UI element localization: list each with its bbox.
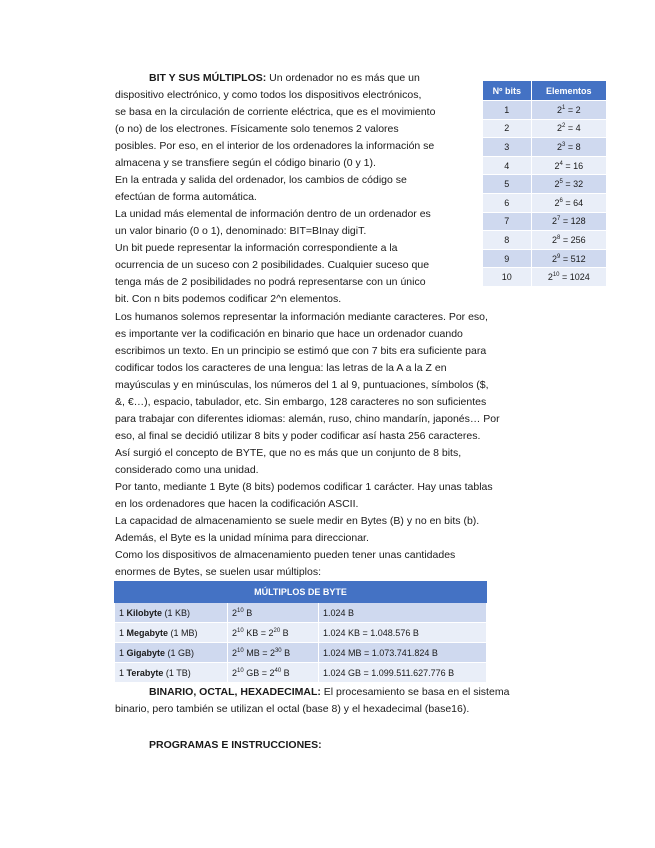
power-rest: GB = 2: [243, 667, 275, 678]
binario-section: [115, 684, 545, 718]
table-row: [483, 193, 607, 212]
bits-n: 6: [483, 193, 532, 212]
value: = 64: [562, 197, 584, 208]
body-line: La capacidad de almacenamiento se suele medir en Bytes (B) y no en bits (b).: [115, 515, 480, 527]
value-cell: 1.024 MB = 1.073.741.824 B: [319, 643, 487, 663]
table-row: [483, 212, 607, 231]
bits-header-n: Nº bits: [483, 81, 532, 101]
unit-num: 1: [119, 607, 127, 618]
bits-elements: [531, 156, 606, 175]
binario-line: binario, pero también se utilizan el octal (base 8) y el hexadecimal (base16).: [115, 703, 470, 715]
value: = 512: [560, 253, 586, 264]
body-line: eso, al final se decidió utilizar 8 bits y poder codificar así hasta 256 caracteres.: [115, 430, 481, 442]
value: = 4: [565, 123, 581, 134]
byte-multiples-table: [114, 581, 487, 683]
table-row: [115, 643, 487, 663]
body-line: codificar todos los caracteres de una lengua: las letras de la A a la Z en: [115, 362, 447, 374]
base: 2: [554, 197, 560, 208]
unit-name: Megabyte: [126, 627, 169, 638]
exponent: 3: [562, 141, 566, 148]
power-base: 2: [232, 647, 238, 658]
programas-heading: PROGRAMAS E INSTRUCCIONES:: [149, 739, 322, 751]
body-line: Así surgió el concepto de BYTE, que no es más que un conjunto de 8 bits,: [115, 447, 462, 459]
base: 2: [551, 234, 557, 245]
power-exp: 10: [237, 627, 244, 634]
body-line: considerado como una unidad.: [115, 464, 259, 476]
intro-line: tenga más de 2 posibilidades no podrá representarse con un único: [115, 276, 426, 288]
bits-elements: [531, 101, 606, 120]
intro-line: dispositivo electrónico, y como todos los dispositivos electrónicos,: [115, 89, 422, 101]
value: = 128: [560, 216, 586, 227]
power-base: 2: [232, 667, 238, 678]
table-row: [483, 249, 607, 268]
value-cell: 1.024 GB = 1.099.511.627.776 B: [319, 663, 487, 683]
body-line: Como los dispositivos de almacenamiento pueden tener unas cantidades: [115, 549, 456, 561]
body-line: enormes de Bytes, se suelen usar múltiplos:: [115, 566, 322, 578]
bits-n: 8: [483, 231, 532, 250]
exponent: 2: [562, 123, 566, 130]
body-section: [115, 309, 545, 581]
intro-line: un valor binario (0 o 1), denominado: BIT=BInay digiT.: [115, 225, 367, 237]
unit-cell: [115, 643, 228, 663]
power-rest: MB = 2: [243, 647, 275, 658]
exponent: 10: [552, 272, 560, 279]
base: 2: [554, 179, 560, 190]
exponent: 8: [557, 234, 561, 241]
body-line: Además, el Byte es la unidad mínima para direccionar.: [115, 532, 369, 544]
bits-header-elements: Elementos: [531, 81, 606, 101]
unit-cell: [115, 663, 228, 683]
bits-elements: [531, 212, 606, 231]
table-row: [483, 156, 607, 175]
intro-line: ocurrencia de un suceso con 2 posibilidades. Cualquier suceso que: [115, 259, 430, 271]
bits-n: 2: [483, 119, 532, 138]
table-row: [483, 268, 607, 287]
exponent: 9: [557, 253, 561, 260]
intro-line: La unidad más elemental de información dentro de un ordenador es: [115, 208, 431, 220]
intro-line: efectúan de forma automática.: [115, 191, 257, 203]
base: 2: [556, 141, 562, 152]
exponent: 1: [562, 104, 566, 111]
unit-num: 1: [119, 627, 127, 638]
unit-name: Kilobyte: [126, 607, 163, 618]
bits-elements: [531, 249, 606, 268]
unit-cell: [115, 623, 228, 643]
unit-abbr: (1 KB): [162, 607, 191, 618]
power-exp: 40: [274, 667, 282, 674]
intro-first-line-text: Un ordenador no es más que un: [266, 72, 420, 84]
bit-heading: BIT Y SUS MÚLTIPLOS:: [149, 72, 267, 84]
base: 2: [551, 253, 557, 264]
exponent: 4: [559, 160, 563, 167]
table-row: [115, 603, 487, 623]
power-rest: KB = 2: [243, 627, 274, 638]
body-line: Los humanos solemos representar la información mediante caracteres. Por eso,: [115, 311, 488, 323]
value: = 8: [565, 141, 581, 152]
body-line: escribimos un texto. En un principio se estimó que con 7 bits era suficiente para: [115, 345, 487, 357]
body-line: es importante ver la codificación en binario que hace un ordenador cuando: [115, 328, 463, 340]
power-exp: 10: [237, 647, 244, 654]
unit-cell: [115, 603, 228, 623]
unit-abbr: (1 MB): [168, 627, 198, 638]
bits-n: 1: [483, 101, 532, 120]
body-line: &, €…), espacio, tabulador, etc. Sin embargo, 128 caracteres no son suficientes: [115, 396, 487, 408]
power-cell: [228, 623, 319, 643]
bits-elements: [531, 268, 606, 287]
base: 2: [554, 160, 560, 171]
base: 2: [556, 104, 562, 115]
bits-n: 10: [483, 268, 532, 287]
power-rest: B: [243, 607, 253, 618]
intro-line: (o no) de los electrones. Físicamente solo tenemos 2 valores: [115, 123, 399, 135]
base: 2: [551, 216, 557, 227]
value: = 16: [562, 160, 584, 171]
intro-line: posibles. Por eso, en el interior de los ordenadores la información se: [115, 140, 435, 152]
bits-n: 7: [483, 212, 532, 231]
bytes-table-header: [115, 582, 487, 603]
table-row: [483, 175, 607, 194]
exponent: 5: [559, 179, 563, 186]
power-base: 2: [232, 607, 238, 618]
value: = 1024: [559, 272, 590, 283]
unit-num: 1: [119, 667, 127, 678]
bytes-table-title: MÚLTIPLOS DE BYTE: [115, 582, 487, 603]
value-cell: 1.024 KB = 1.048.576 B: [319, 623, 487, 643]
power-rest: B: [281, 667, 290, 678]
bits-elements: [531, 193, 606, 212]
power-base: 2: [232, 627, 238, 638]
body-line: para trabajar con diferentes idiomas: alemán, ruso, chino mandarín, japonés… Por: [115, 413, 500, 425]
unit-abbr: (1 GB): [165, 647, 195, 658]
bits-elements: [531, 119, 606, 138]
body-line: mayúsculas y en minúsculas, los números del 1 al 9, puntuaciones, símbolos ($,: [115, 379, 489, 391]
value: = 2: [565, 104, 581, 115]
value: = 256: [560, 234, 586, 245]
intro-line: almacena y se transfiere según el código binario (0 y 1).: [115, 157, 376, 169]
bits-n: 3: [483, 138, 532, 157]
bits-elements: [531, 138, 606, 157]
unit-name: Gigabyte: [126, 647, 166, 658]
power-cell: [228, 643, 319, 663]
power-exp: 30: [274, 647, 282, 654]
exponent: 7: [557, 216, 561, 223]
power-exp: 10: [237, 667, 244, 674]
base: 2: [547, 272, 553, 283]
binario-first-line: [115, 684, 545, 701]
power-exp: 10: [237, 607, 244, 614]
intro-section: [115, 70, 477, 308]
bits-table: [482, 80, 607, 287]
value-cell: 1.024 B: [319, 603, 487, 623]
table-row: [483, 119, 607, 138]
power-cell: [228, 663, 319, 683]
power-cell: [228, 603, 319, 623]
intro-line: Un bit puede representar la información correspondiente a la: [115, 242, 398, 254]
value: = 32: [562, 179, 584, 190]
table-row: [483, 101, 607, 120]
body-line: Por tanto, mediante 1 Byte (8 bits) podemos codificar 1 carácter. Hay unas tablas: [115, 481, 493, 493]
bits-n: 5: [483, 175, 532, 194]
exponent: 6: [559, 197, 563, 204]
bits-n: 4: [483, 156, 532, 175]
unit-name: Terabyte: [126, 667, 164, 678]
intro-line: bit. Con n bits podemos codificar 2^n elementos.: [115, 293, 342, 305]
table-row: [115, 623, 487, 643]
table-row: [483, 231, 607, 250]
body-line: en los ordenadores que hacen la codificación ASCII.: [115, 498, 359, 510]
unit-abbr: (1 TB): [163, 667, 191, 678]
unit-num: 1: [119, 647, 127, 658]
intro-line: En la entrada y salida del ordenador, los cambios de código se: [115, 174, 407, 186]
table-row: [115, 663, 487, 683]
power-exp: 20: [273, 627, 281, 634]
bits-elements: [531, 175, 606, 194]
power-rest: B: [281, 647, 291, 658]
table-row: [483, 138, 607, 157]
bits-table-header: [483, 81, 607, 101]
binario-heading: BINARIO, OCTAL, HEXADECIMAL:: [149, 686, 321, 698]
base: 2: [556, 123, 562, 134]
intro-line: se basa en la circulación de corriente eléctrica, que es el movimiento: [115, 106, 436, 118]
bits-n: 9: [483, 249, 532, 268]
bits-elements: [531, 231, 606, 250]
intro-first-line: [115, 70, 477, 87]
power-rest: B: [280, 627, 289, 638]
binario-text: El procesamiento se basa en el sistema: [320, 686, 510, 698]
